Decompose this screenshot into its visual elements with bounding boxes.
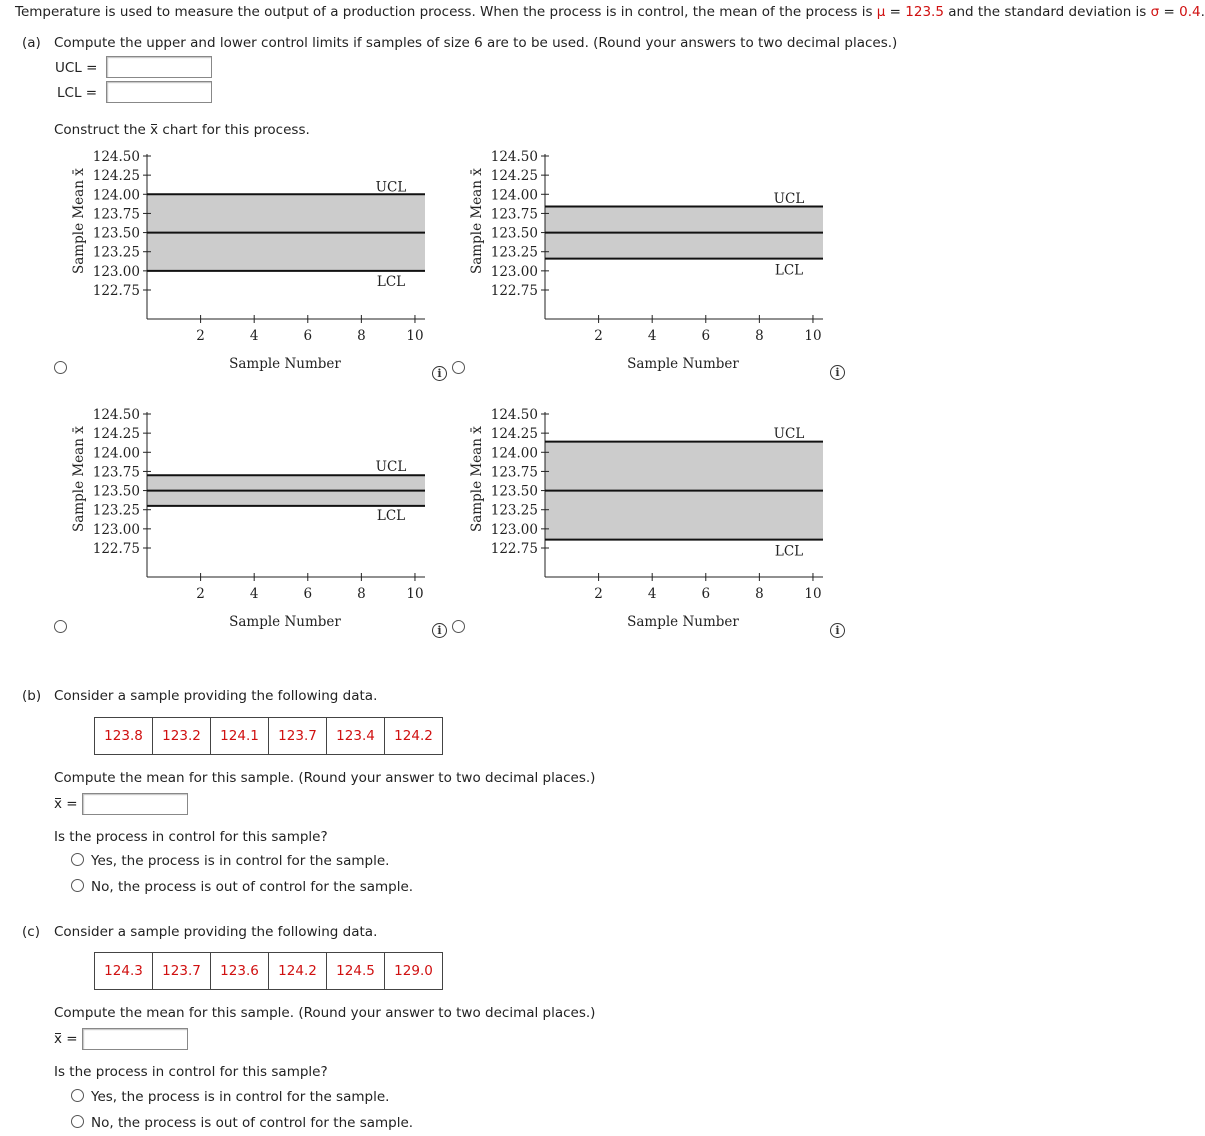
part-b-label: (b) [22,688,42,704]
y-tick-label: 124.25 [490,168,538,185]
y-axis-title: Sample Mean x̄ [71,426,87,532]
y-tick-label: 124.25 [92,168,140,185]
data-cell: 124.2 [269,953,327,990]
part-c-data-table [94,952,443,990]
data-cell: 124.1 [211,718,269,755]
y-tick-label: 123.00 [92,263,140,280]
chart-option-b-radio[interactable] [452,361,465,374]
x-tick-label: 2 [594,586,603,602]
y-tick-label: 123.75 [490,464,538,481]
chart-option-b [469,149,823,372]
part-a-question: Compute the upper and lower control limits if samples of size 6 are to be used. (Round your answers to two decimal places.) [54,35,898,51]
chart-option-d-radio[interactable] [452,620,465,633]
part-b-yes-radio[interactable] [71,853,84,866]
lcl-label: LCL [774,262,804,279]
y-axis-title: Sample Mean x̄ [71,168,87,274]
info-icon[interactable]: i [432,366,447,381]
part-c-mean-input[interactable] [82,1028,188,1050]
chart-option-c [71,407,425,630]
x-tick-label: 2 [594,328,603,344]
part-b-mean-prompt: Compute the mean for this sample. (Round your answer to two decimal places.) [54,770,596,786]
xbar-symbol: x [150,122,159,138]
y-tick-label: 123.25 [490,244,538,261]
x-tick-label: 10 [804,586,822,602]
x-tick-label: 8 [755,328,764,344]
x-axis-title: Sample Number [627,614,739,630]
info-icon[interactable]: i [432,623,447,638]
part-b-no-label[interactable]: No, the process is out of control for the sample. [91,879,414,895]
y-tick-label: 123.25 [92,244,140,261]
x-tick-label: 10 [406,586,424,602]
info-icon[interactable]: i [830,365,845,380]
mu-symbol: μ [876,4,886,20]
lcl-label: LCL [376,273,406,290]
y-tick-label: 124.50 [92,149,140,165]
y-tick-label: 124.50 [490,407,538,423]
y-tick-label: 123.00 [490,521,538,538]
x-tick-label: 6 [701,586,711,602]
y-tick-label: 124.25 [92,426,140,443]
y-tick-label: 123.50 [490,225,538,242]
y-tick-label: 124.50 [92,407,140,423]
chart-option-c-radio[interactable] [54,620,67,633]
y-tick-label: 124.00 [490,187,538,204]
part-c-control-question: Is the process in control for this sample? [54,1064,328,1080]
x-tick-label: 6 [303,328,313,344]
construct-prompt: Construct the x chart for this process. [54,122,310,138]
data-cell: 124.2 [385,718,443,755]
y-tick-label: 122.75 [92,283,140,299]
y-tick-label: 122.75 [490,541,538,557]
x-tick-label: 2 [196,328,205,344]
y-tick-label: 122.75 [490,283,538,299]
y-tick-label: 123.50 [92,225,140,242]
y-axis-title: Sample Mean x̄ [469,168,485,274]
part-c-yes-radio[interactable] [71,1089,84,1102]
y-tick-label: 122.75 [92,541,140,557]
part-b-xbar-label: x = [54,796,78,812]
x-axis-title: Sample Number [627,356,739,372]
y-tick-label: 123.75 [92,206,140,223]
part-c-label: (c) [22,924,40,940]
part-c-no-radio[interactable] [71,1115,84,1128]
lcl-label: LCL [376,508,406,525]
part-b-yes-label[interactable]: Yes, the process is in control for the sample. [91,853,390,869]
part-b-question: Consider a sample providing the following data. [54,688,378,704]
chart-option-a-radio[interactable] [54,361,67,374]
x-tick-label: 2 [196,586,205,602]
data-cell: 129.0 [385,953,443,990]
x-tick-label: 8 [357,586,366,602]
problem-statement: Temperature is used to measure the output of a production process. When the process is in control, the mean of the process is μ = 123.5 and the standard deviation is σ = 0.4. [15,4,1205,20]
data-cell: 123.7 [269,718,327,755]
y-tick-label: 123.50 [92,483,140,500]
ucl-label: UCL [375,179,407,196]
y-tick-label: 124.00 [92,445,140,462]
data-cell: 124.5 [327,953,385,990]
lcl-label: LCL [774,543,804,560]
data-cell: 123.4 [327,718,385,755]
y-tick-label: 123.25 [490,502,538,519]
y-axis-title: Sample Mean x̄ [469,426,485,532]
x-tick-label: 4 [249,586,259,602]
part-a-label: (a) [22,35,41,51]
y-tick-label: 124.25 [490,426,538,443]
x-axis-title: Sample Number [229,356,341,372]
part-b-data-table [94,717,443,755]
data-cell: 123.6 [211,953,269,990]
y-tick-label: 123.75 [490,206,538,223]
part-b-control-question: Is the process in control for this sample? [54,829,328,845]
y-tick-label: 123.75 [92,464,140,481]
x-tick-label: 8 [755,586,764,602]
x-tick-label: 10 [804,328,822,344]
chart-option-d [469,407,823,630]
x-tick-label: 6 [303,586,313,602]
x-tick-label: 4 [647,586,657,602]
part-b-mean-input[interactable] [82,793,188,815]
ucl-label: UCL = [55,60,98,76]
part-c-xbar-label: x = [54,1031,78,1047]
x-tick-label: 10 [406,328,424,344]
y-tick-label: 123.00 [92,521,140,538]
data-cell: 124.3 [95,953,153,990]
ucl-label: UCL [375,459,407,476]
sigma-value: 0.4 [1179,4,1201,20]
y-tick-label: 124.00 [92,187,140,204]
ucl-label: UCL [773,426,805,443]
ucl-label: UCL [773,191,805,208]
part-c-mean-prompt: Compute the mean for this sample. (Round your answer to two decimal places.) [54,1005,596,1021]
data-cell: 123.8 [95,718,153,755]
y-tick-label: 123.50 [490,483,538,500]
x-tick-label: 4 [647,328,657,344]
data-cell: 123.7 [153,953,211,990]
y-tick-label: 124.00 [490,445,538,462]
info-icon[interactable]: i [830,623,845,638]
x-tick-label: 4 [249,328,259,344]
data-cell: 123.2 [153,718,211,755]
x-axis-title: Sample Number [229,614,341,630]
y-tick-label: 123.00 [490,263,538,280]
y-tick-label: 124.50 [490,149,538,165]
y-tick-label: 123.25 [92,502,140,519]
sigma-symbol: σ [1150,4,1160,20]
x-tick-label: 6 [701,328,711,344]
part-c-question: Consider a sample providing the following data. [54,924,378,940]
part-b-no-radio[interactable] [71,879,84,892]
chart-option-a [71,149,425,372]
lcl-label: LCL = [57,85,98,101]
part-c-yes-label[interactable]: Yes, the process is in control for the sample. [91,1089,390,1105]
part-c-no-label[interactable]: No, the process is out of control for the sample. [91,1115,414,1131]
mu-value: 123.5 [905,4,944,20]
x-tick-label: 8 [357,328,366,344]
